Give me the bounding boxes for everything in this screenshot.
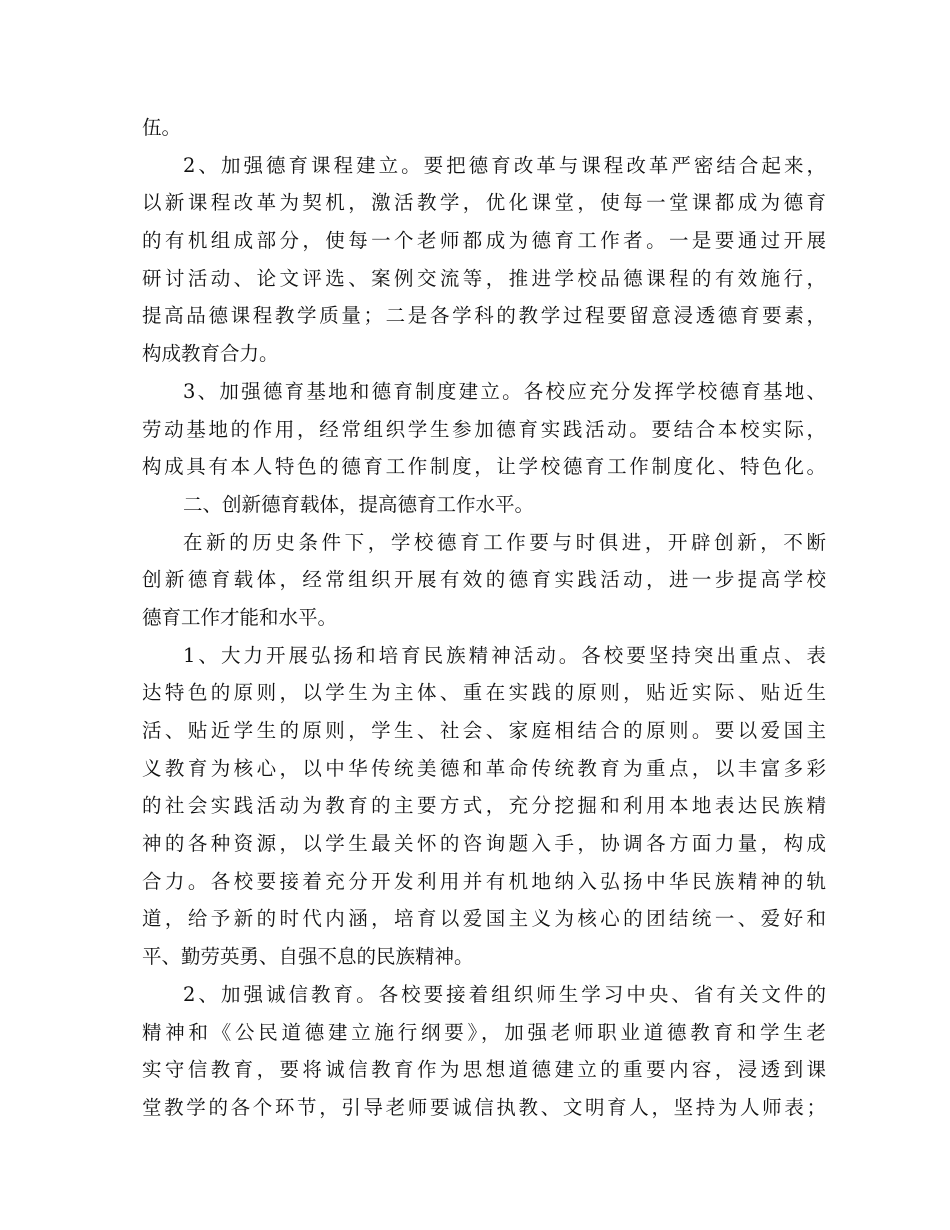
text-line: 2、加强诚信教育。各校要接着组织师生学习中央、省有关文件的: [183, 982, 826, 1006]
text-line: 的有机组成部分，使每一个老师都成为德育工作者。一是要通过开展: [142, 229, 826, 253]
text-line: 合力。各校要接着充分开发利用并有机地纳入弘扬中华民族精神的轨: [142, 869, 826, 893]
text-line: 伍。: [142, 116, 182, 139]
text-line: 平、勤劳英勇、自强不息的民族精神。: [142, 945, 474, 969]
text-line: 构成具有本人特色的德育工作制度，让学校德育工作制度化、特色化。: [142, 455, 826, 479]
text-line: 德育工作才能和水平。: [142, 605, 338, 629]
text-line: 提高品德课程教学质量；二是各学科的教学过程要留意浸透德育要素，: [142, 304, 826, 328]
text-line: 在新的历史条件下，学校德育工作要与时俱进，开辟创新，不断: [183, 530, 826, 554]
text-line: 1、大力开展弘扬和培育民族精神活动。各校要坚持突出重点、表: [183, 643, 826, 667]
text-line: 2、加强德育课程建立。要把德育改革与课程改革严密结合起来，: [183, 153, 826, 177]
text-line: 达特色的原则，以学生为主体、重在实践的原则，贴近实际、贴近生: [142, 681, 826, 705]
text-line: 劳动基地的作用，经常组织学生参加德育实践活动。要结合本校实际，: [142, 417, 826, 441]
text-line: 的社会实践活动为教育的主要方式，充分挖掘和利用本地表达民族精: [142, 794, 826, 818]
text-line: 堂教学的各个环节，引导老师要诚信执教、文明育人，坚持为人师表；: [142, 1095, 826, 1119]
text-line: 创新德育载体，经常组织开展有效的德育实践活动，进一步提高学校: [142, 568, 826, 592]
text-line: 精神和《公民道德建立施行纲要》，加强老师职业道德教育和学生老: [142, 1020, 826, 1044]
section-heading: 二、创新德育载体，提高德育工作水平。: [183, 492, 535, 516]
text-line: 研讨活动、论文评选、案例交流等，推进学校品德课程的有效施行，: [142, 266, 826, 290]
text-line: 以新课程改革为契机，激活教学，优化课堂，使每一堂课都成为德育: [142, 191, 826, 215]
document-body: [142, 109, 826, 1127]
text-line: 活、贴近学生的原则，学生、社会、家庭相结合的原则。要以爱国主: [142, 719, 826, 742]
text-line: 道，给予新的时代内涵，培育以爱国主义为核心的团结统一、爱好和: [142, 907, 826, 931]
text-line: 义教育为核心，以中华传统美德和革命传统教育为重点，以丰富多彩: [142, 756, 826, 780]
text-line: 构成教育合力。: [142, 342, 279, 366]
text-line: 3、加强德育基地和德育制度建立。各校应充分发挥学校德育基地、: [183, 379, 826, 403]
text-line: 神的各种资源，以学生最关怀的咨询题入手，协调各方面力量，构成: [142, 832, 826, 856]
text-line: 实守信教育，要将诚信教育作为思想道德建立的重要内容，浸透到课: [142, 1058, 826, 1082]
